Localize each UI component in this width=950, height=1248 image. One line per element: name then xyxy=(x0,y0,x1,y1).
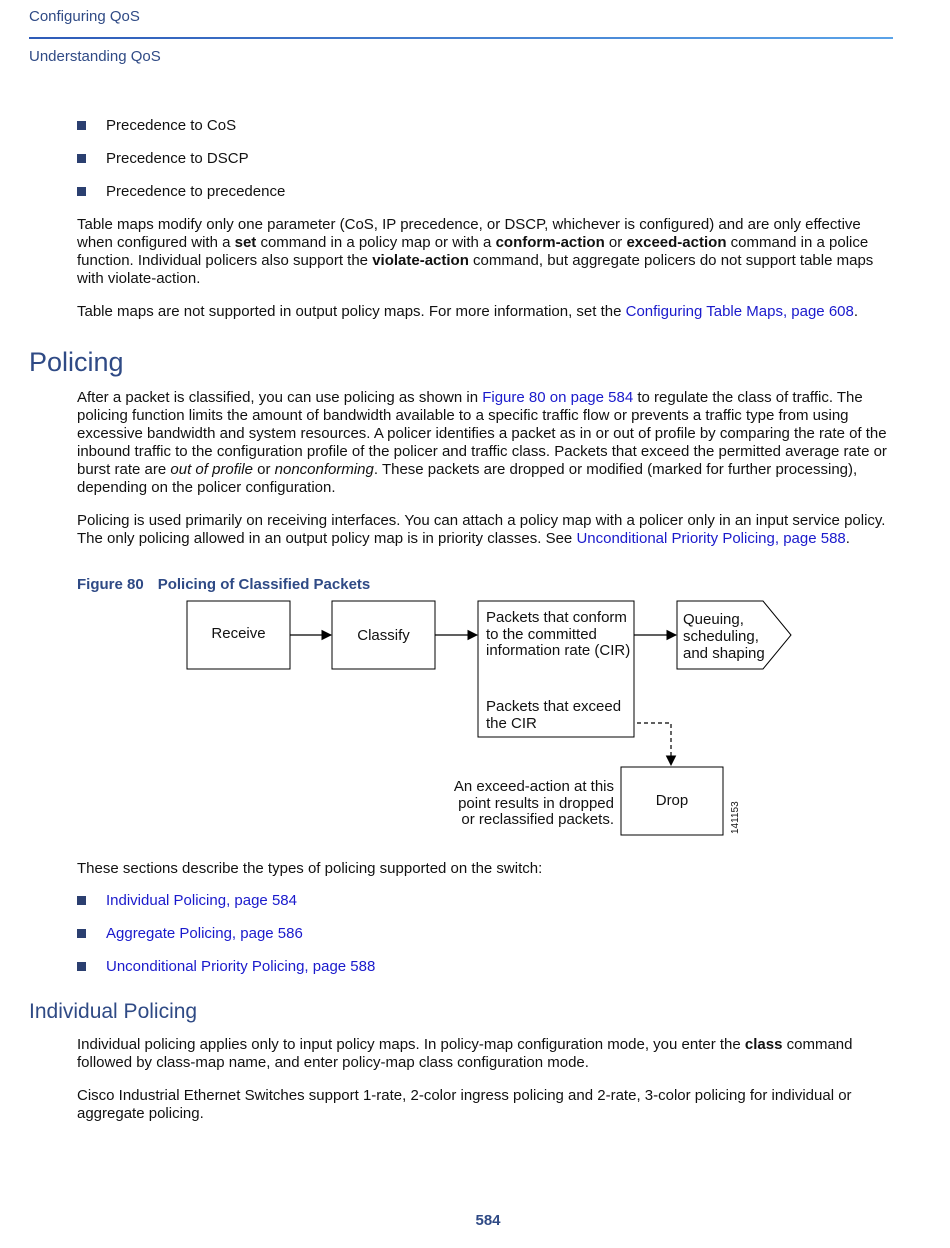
exceed-label-line2: the CIR xyxy=(486,715,537,732)
paragraph-individual-2: Cisco Industrial Ethernet Switches support 1-rate, 2-color ingress policing and 2-rate, 3-color policing for individual or aggregate policing. xyxy=(77,1087,852,1122)
heading-individual-policing: Individual Policing xyxy=(29,1000,198,1023)
section-title: Understanding QoS xyxy=(29,48,161,65)
text-run: command followed by class-map name, and enter policy-map class configuration mode. xyxy=(77,1036,853,1071)
paragraph-individual-1 xyxy=(77,1036,895,1072)
text-run: or xyxy=(252,461,275,478)
text-run: command, but aggregate policers do not support table maps with violate-action. xyxy=(77,252,874,287)
bullet-square-icon xyxy=(77,896,86,905)
paragraph-sections-intro: These sections describe the types of policing supported on the switch: xyxy=(77,860,543,877)
arrow-exceed-drop xyxy=(637,723,671,765)
bullet-square-icon xyxy=(77,962,86,971)
list-item-text: Precedence to precedence xyxy=(106,183,286,200)
text-run: Policing is used primarily on receiving interfaces. You can attach a policy map with a policer only in an input service policy. The only policing allowed in an output policy map is in priority classes. See xyxy=(77,512,886,547)
link-individual-policing[interactable]: Individual Policing, page 584 xyxy=(106,892,297,909)
text-run: Table maps are not supported in output policy maps. For more information, set the xyxy=(77,303,626,320)
link-configuring-table-maps[interactable]: Configuring Table Maps, page 608 xyxy=(625,303,854,320)
command-keyword: violate-action xyxy=(372,252,469,269)
list-item-text: Precedence to DSCP xyxy=(106,150,249,167)
text-run: After a packet is classified, you can use policing as shown in xyxy=(77,389,483,406)
chapter-title: Configuring QoS xyxy=(29,8,140,25)
conform-label-line2: to the committed xyxy=(486,626,597,643)
link-figure-80[interactable]: Figure 80 on page 584 xyxy=(482,389,634,406)
page-number: 584 xyxy=(475,1212,501,1229)
figure-number: Figure 80 xyxy=(77,576,144,593)
text-run: Table maps modify only one parameter (CoS, IP precedence, or DSCP, whichever is configured) and are only effective when configured with a xyxy=(77,216,861,251)
queue-label-line2: scheduling, xyxy=(683,628,759,645)
text-run: . xyxy=(845,530,850,547)
text-run: command in a police function. Individual policers also support the xyxy=(77,234,869,269)
exceed-note-line2: point results in dropped xyxy=(458,795,614,812)
command-keyword: class xyxy=(744,1036,783,1053)
command-keyword: conform-action xyxy=(495,234,605,251)
exceed-label-line1: Packets that exceed xyxy=(486,698,622,715)
receive-label: Receive xyxy=(211,625,266,642)
link-unconditional-priority-policing-list[interactable]: Unconditional Priority Policing, page 588 xyxy=(106,958,376,975)
figure-id: 141153 xyxy=(730,801,741,834)
classify-label: Classify xyxy=(357,627,410,644)
text-run: Individual policing applies only to input policy maps. In policy-map configuration mode, you enter the xyxy=(77,1036,745,1053)
list-item-text: Precedence to CoS xyxy=(106,117,237,134)
exceed-note-line1: An exceed-action at this xyxy=(453,778,614,795)
text-run: command in a policy map or with a xyxy=(256,234,496,251)
command-keyword: exceed-action xyxy=(626,234,727,251)
drop-label: Drop xyxy=(655,792,689,809)
conform-label-line3: information rate (CIR) xyxy=(486,642,631,659)
bullet-square-icon xyxy=(77,929,86,938)
heading-policing: Policing xyxy=(29,347,124,377)
conform-label-line1: Packets that conform xyxy=(486,609,627,626)
text-run: . xyxy=(853,303,859,320)
emphasis: out of profile xyxy=(170,461,253,478)
text-run: or xyxy=(604,234,627,251)
text-run: . These packets are dropped or modified (marked for further processing), depending on the policer configuration. xyxy=(77,461,858,496)
link-aggregate-policing[interactable]: Aggregate Policing, page 586 xyxy=(106,925,303,942)
link-unconditional-priority-policing[interactable]: Unconditional Priority Policing, page 588 xyxy=(576,530,846,547)
queue-label-line1: Queuing, xyxy=(683,611,744,628)
text-run: to regulate the class of traffic. The policing function limits the amount of bandwidth available to a specific traffic flow or prevents a traffic type from using excessive bandwidth and system resources. A policer identifies a packet as in or out of profile by comparing the rate of the inbound traffic to the configuration profile of the policer and traffic class. Packets that exceed the permitted average rate or burst rate are xyxy=(77,389,887,478)
emphasis: nonconforming xyxy=(274,461,374,478)
queue-label-line3: and shaping xyxy=(683,645,765,662)
command-keyword: set xyxy=(234,234,257,251)
figure-title: Policing of Classified Packets xyxy=(157,576,371,593)
exceed-note-line3: or reclassified packets. xyxy=(461,811,614,828)
